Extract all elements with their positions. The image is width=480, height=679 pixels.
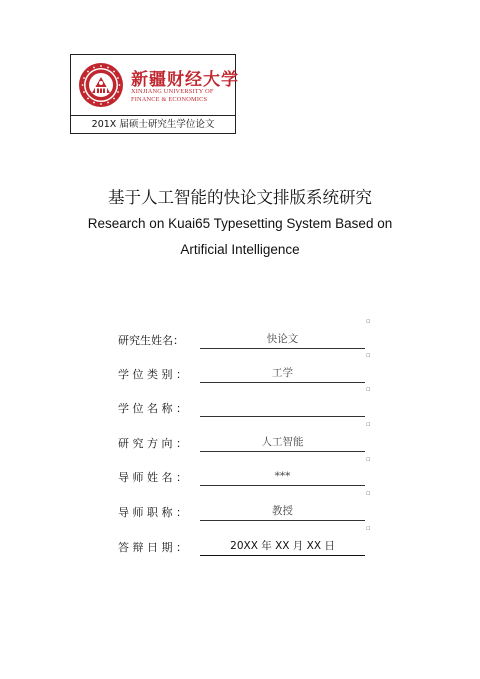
info-label: 导 师 姓 名 ：: [118, 471, 187, 484]
advisor-name-field[interactable]: ***: [200, 467, 365, 486]
paragraph-mark-icon: ▫: [366, 351, 371, 359]
advisor-title-field[interactable]: 教授: [200, 502, 365, 521]
thesis-title-en-line1: Research on Kuai65 Typesetting System Based on: [87, 216, 393, 231]
degree-name-field[interactable]: [200, 398, 365, 417]
info-label: 学 位 类 别 ：: [118, 368, 187, 381]
info-row-degree-category: [118, 362, 378, 384]
info-row-defense-date: [118, 535, 378, 557]
info-label: 答 辩 日 期 ：: [118, 541, 187, 554]
info-row-student-name: [118, 328, 378, 350]
paragraph-mark-icon: ▫: [366, 524, 371, 532]
research-direction-field[interactable]: 人工智能: [200, 433, 365, 452]
degree-category-field[interactable]: 工学: [200, 364, 365, 383]
info-label: 学 位 名 称 ：: [118, 402, 187, 415]
university-name-cn: 新疆财经大学: [131, 70, 239, 90]
info-label: 研 究 方 向 ：: [118, 437, 187, 450]
info-row-degree-name: [118, 396, 378, 418]
degree-line: 201X 届硕士研究生学位论文: [71, 115, 235, 134]
university-logo: [71, 55, 239, 115]
info-label: 研究生姓名：: [118, 334, 184, 347]
paragraph-mark-icon: ▫: [366, 420, 371, 428]
university-name-en: [131, 88, 214, 103]
info-label: 导 师 职 称 ：: [118, 506, 187, 519]
university-header-box: [70, 54, 239, 134]
university-name-en-line2: FINANCE & ECONOMICS: [131, 95, 208, 103]
paragraph-mark-icon: ▫: [366, 317, 371, 325]
defense-date-field[interactable]: 20XX 年 XX 月 XX 日: [200, 537, 365, 556]
paragraph-mark-icon: ▫: [366, 385, 371, 393]
paragraph-mark-icon: ▫: [366, 455, 371, 463]
info-row-advisor-name: [118, 465, 378, 487]
info-row-research-direction: [118, 431, 378, 453]
info-row-advisor-title: [118, 500, 378, 522]
university-seal-icon: [78, 62, 124, 108]
university-name-en-line1: XINJIANG UNIVERSITY OF: [131, 88, 214, 95]
thesis-title-en-line2: Artificial Intelligence: [180, 242, 300, 257]
student-name-field[interactable]: 快论文: [200, 330, 365, 349]
paragraph-mark-icon: ▫: [366, 489, 371, 497]
thesis-title-cn: 基于人工智能的快论文排版系统研究: [108, 188, 372, 207]
